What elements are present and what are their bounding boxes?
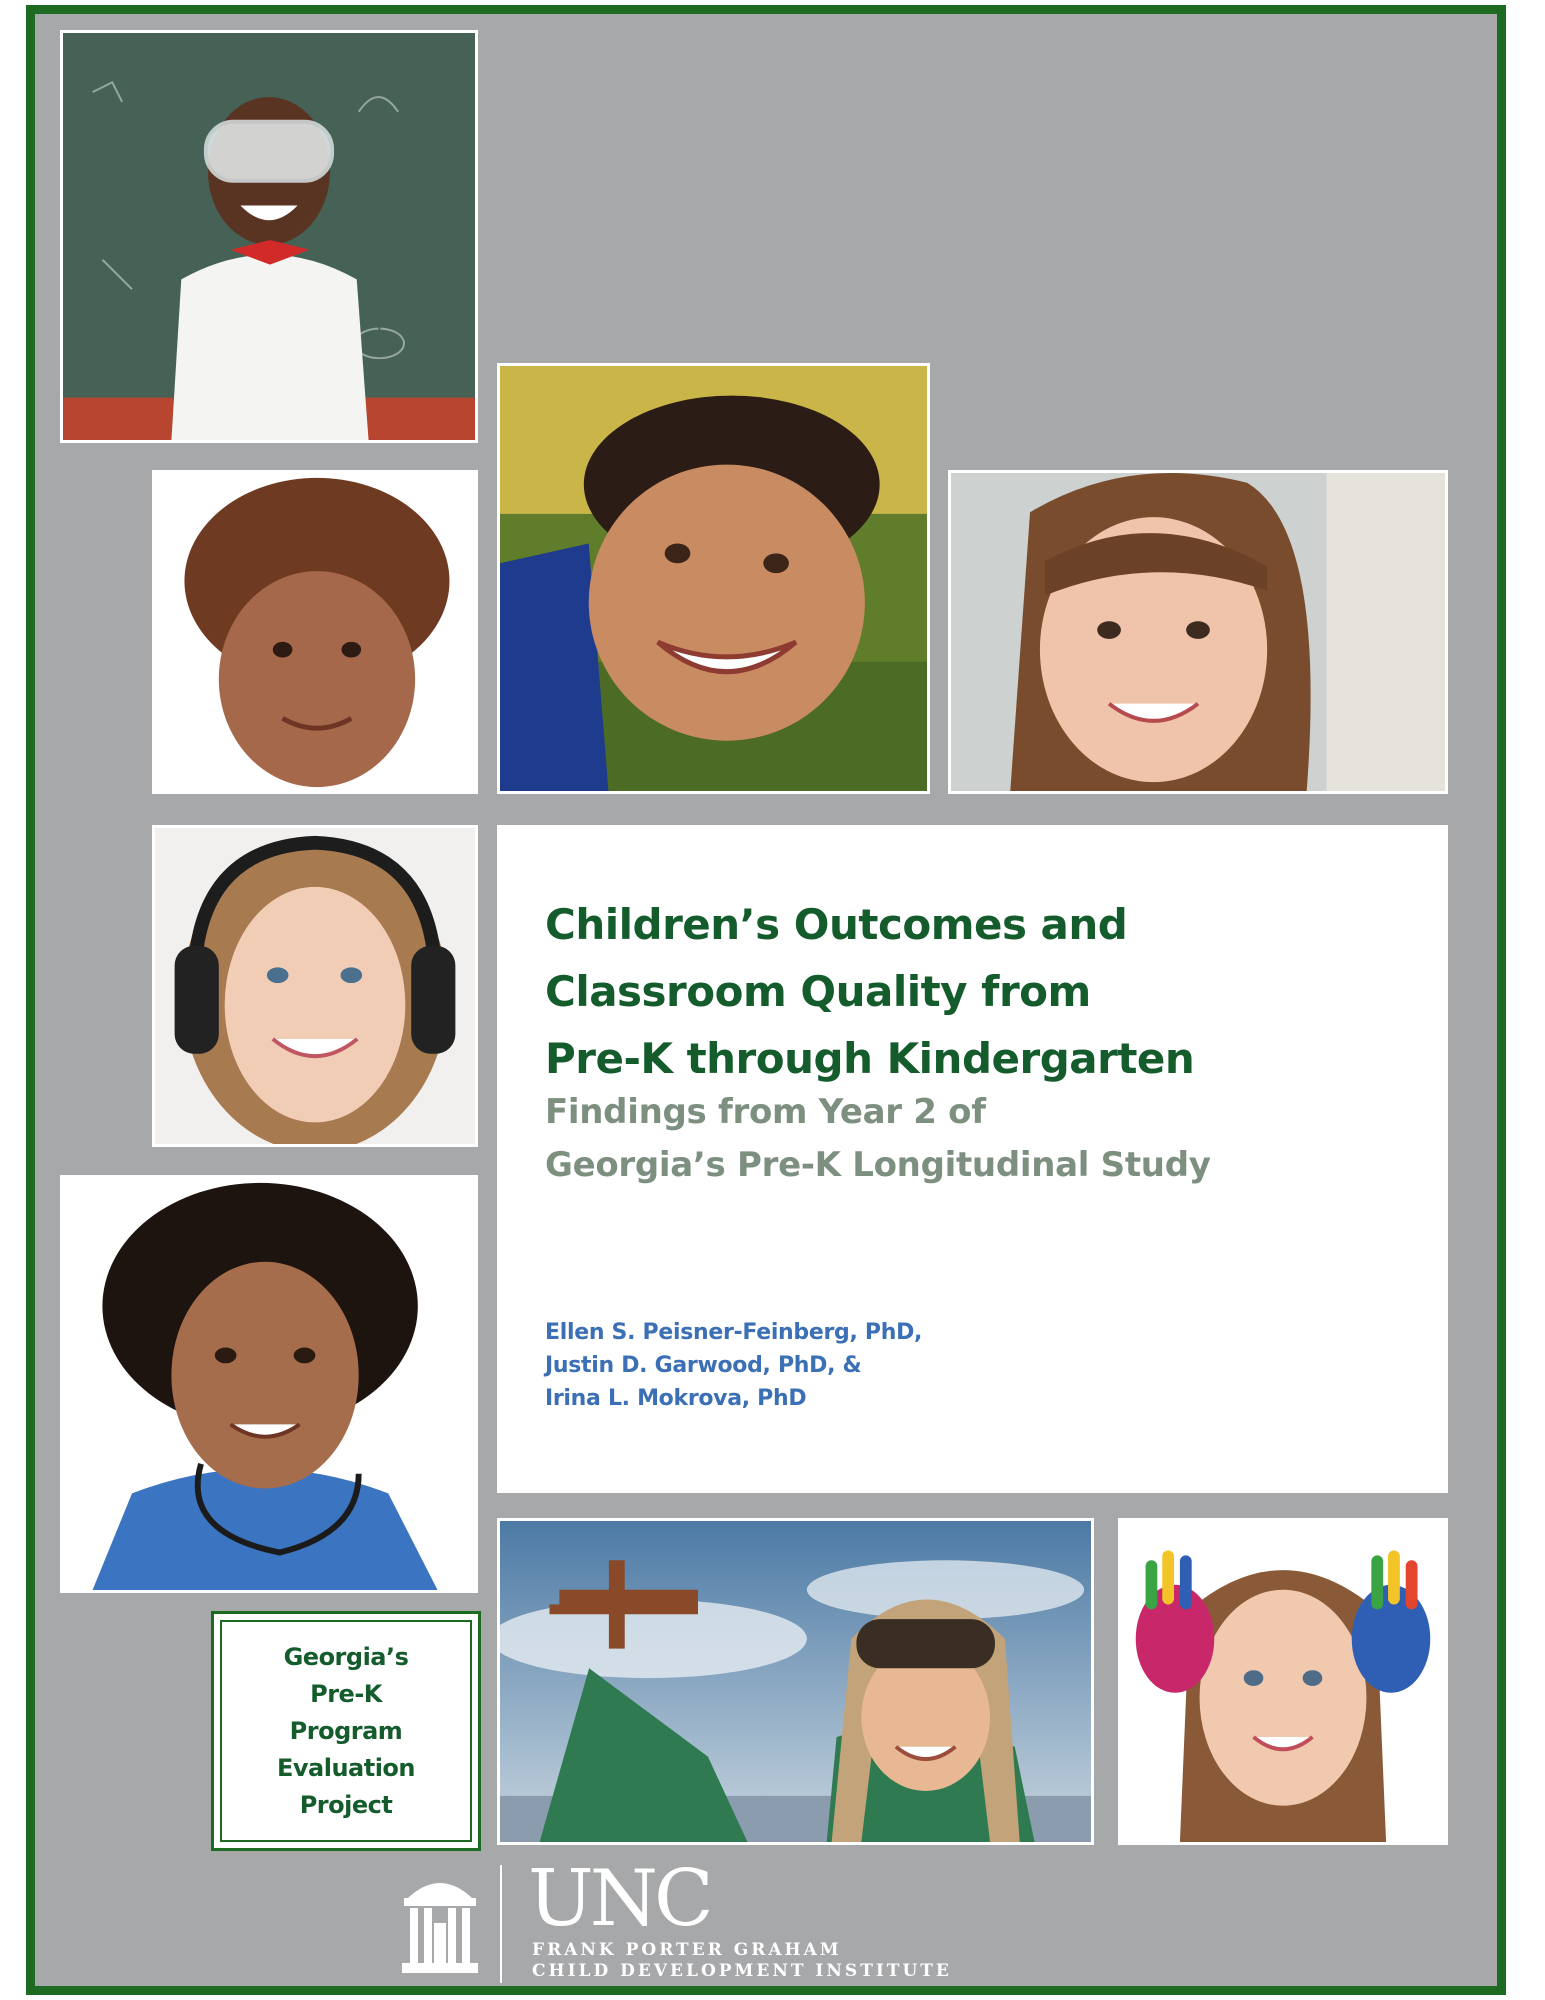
- project-line-3: Program: [289, 1716, 403, 1745]
- project-line-4: Evaluation: [276, 1753, 415, 1782]
- author-2: Justin D. Garwood, PhD, &: [545, 1353, 862, 1378]
- report-subtitle-line-1: Findings from Year 2 of: [545, 1092, 986, 1132]
- report-title-line-2: Classroom Quality from: [545, 967, 1091, 1016]
- photo-smiling-girl: [948, 470, 1448, 794]
- photo-girl-stethoscope: [60, 1175, 478, 1593]
- fpg-line-2: CHILD DEVELOPMENT INSTITUTE: [532, 1961, 952, 1981]
- photo-aviator-boy: [497, 1518, 1094, 1845]
- photo-boy-in-grass: [497, 363, 930, 794]
- project-line-5: Project: [299, 1790, 393, 1819]
- author-1: Ellen S. Peisner-Feinberg, PhD,: [545, 1320, 923, 1345]
- photo-scientist-child: [60, 30, 478, 443]
- project-line-1: Georgia’s: [283, 1642, 409, 1671]
- report-title-line-3: Pre-K through Kindergarten: [545, 1034, 1195, 1083]
- project-line-2: Pre-K: [310, 1679, 382, 1708]
- author-3: Irina L. Mokrova, PhD: [545, 1386, 807, 1411]
- project-box: [211, 1611, 481, 1851]
- title-panel: [497, 825, 1448, 1493]
- photo-girl-headphones: [152, 825, 478, 1147]
- logo-divider: [500, 1865, 502, 1983]
- fpg-line-1: FRANK PORTER GRAHAM: [532, 1940, 842, 1960]
- old-well-icon: [400, 1868, 480, 1978]
- report-title-line-1: Children’s Outcomes and: [545, 900, 1128, 949]
- photo-curly-hair-child: [152, 470, 478, 794]
- project-box-inner: [220, 1620, 472, 1842]
- photo-painted-hands-girl: [1118, 1518, 1448, 1845]
- report-subtitle-line-2: Georgia’s Pre-K Longitudinal Study: [545, 1145, 1211, 1185]
- unc-wordmark: UNC: [528, 1854, 710, 1944]
- unc-fpg-logo: [400, 1854, 1020, 1985]
